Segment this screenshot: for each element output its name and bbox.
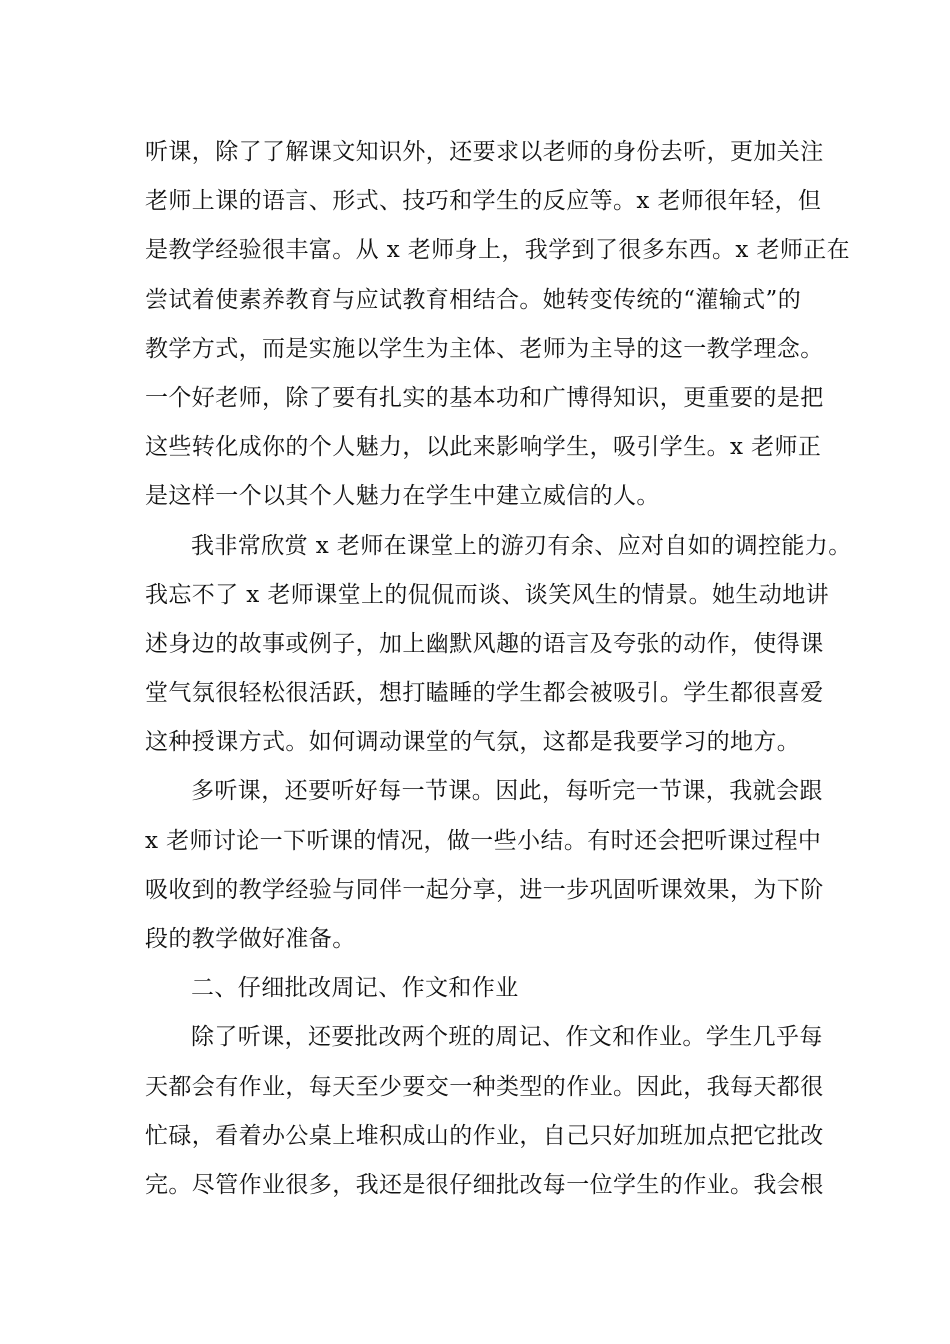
text-line: 段的教学做好准备。 [145, 926, 356, 952]
text-line: 多听课，还要听好每一节课。因此，每听完一节课，我就会跟 [191, 778, 823, 805]
text-line: 尝试着使素养教育与应试教育相结合。她转变传统的“灌输式”的 [145, 286, 802, 313]
text-line: 我忘不了 x 老师课堂上的侃侃而谈、谈笑风生的情景。她生动地讲 [145, 581, 829, 608]
text-line: 完。尽管作业很多，我还是很仔细批改每一位学生的作业。我会根 [145, 1171, 824, 1198]
text-line: 二、仔细批改周记、作文和作业 [191, 975, 519, 1002]
text-line: 述身边的故事或例子，加上幽默风趣的语言及夸张的动作，使得课 [145, 630, 824, 657]
text-line: 天都会有作业，每天至少要交一种类型的作业。因此，我每天都很 [145, 1073, 824, 1100]
text-line: 这种授课方式。如何调动课堂的气氛，这都是我要学习的地方。 [145, 729, 801, 756]
text-line: 教学方式，而是实施以学生为主体、老师为主导的这一教学理念。 [145, 335, 824, 362]
text-line: 堂气氛很轻松很活跃，想打瞌睡的学生都会被吸引。学生都很喜爱 [145, 680, 824, 707]
text-line: 忙碌，看着办公桌上堆积成山的作业，自己只好加班加点把它批改 [145, 1122, 824, 1149]
text-line: 吸收到的教学经验与同伴一起分享，进一步巩固听课效果，为下阶 [145, 876, 824, 903]
text-line: 除了听课，还要批改两个班的周记、作文和作业。学生几乎每 [191, 1024, 823, 1051]
text-line: 老师上课的语言、形式、技巧和学生的反应等。x 老师很年轻，但 [145, 188, 822, 215]
text-line: 一个好老师，除了要有扎实的基本功和广博得知识，更重要的是把 [145, 384, 824, 411]
text-line: 是教学经验很丰富。从 x 老师身上，我学到了很多东西。x 老师正在 [145, 237, 851, 264]
text-line: 听课，除了了解课文知识外，还要求以老师的身份去听，更加关注 [145, 139, 824, 165]
text-line: 这些转化成你的个人魅力，以此来影响学生，吸引学生。x 老师正 [145, 434, 822, 461]
text-line: 我非常欣赏 x 老师在课堂上的游刃有余、应对自如的调控能力。 [191, 532, 852, 559]
body-text [145, 128, 852, 1210]
text-line: x 老师讨论一下听课的情况，做一些小结。有时还会把听课过程中 [145, 827, 822, 854]
text-line: 是这样一个以其个人魅力在学生中建立威信的人。 [145, 483, 660, 510]
